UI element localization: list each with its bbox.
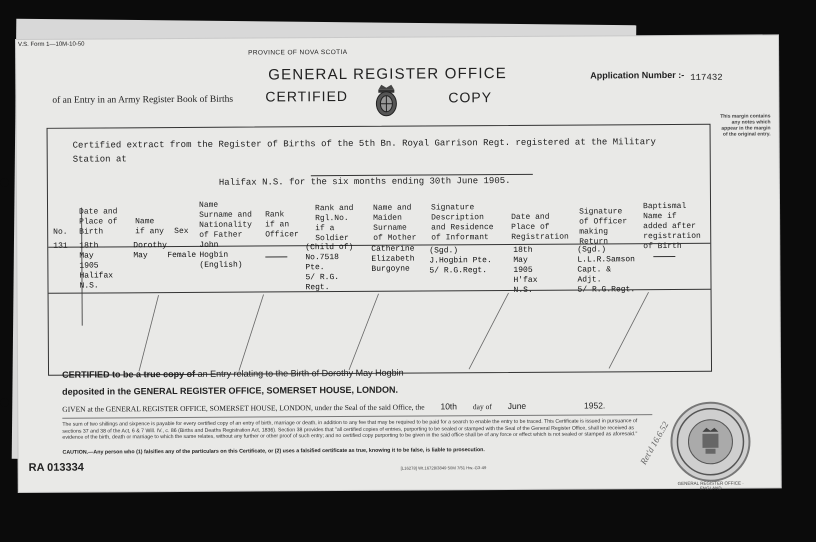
row-officer-return: [577, 245, 635, 295]
header-baptismal-3: added after: [643, 221, 696, 232]
print-info: [L16278] Wt.16728/3849 50M 7/51 Hw.-G3-49: [400, 465, 487, 471]
row-registration-2: May: [513, 255, 528, 265]
row-soldier-4: 5/ R.G.: [305, 273, 340, 283]
row-no: 131: [53, 241, 68, 251]
row-baptismal-blank: [653, 256, 675, 257]
row-informant-1: (Sgd.): [429, 246, 459, 256]
given-line: [62, 400, 605, 413]
row-soldier-3: Pte.: [305, 263, 325, 273]
margin-note: This margin contains any notes which appear in the margin of the original entry.: [720, 113, 771, 138]
application-number-label: Application Number :-: [590, 69, 685, 81]
header-name: [135, 217, 164, 237]
row-registration-4: H'fax: [513, 275, 538, 285]
header-father-3: Nationality: [199, 220, 252, 230]
row-officer-return-3: Capt. &: [577, 265, 612, 275]
header-date-place: [79, 207, 118, 237]
given-day: 10th: [440, 401, 458, 412]
certified-label: CERTIFIED to be a true copy of: [62, 368, 196, 380]
row-father-1: John: [199, 240, 219, 250]
row-soldier-5: Regt.: [305, 283, 330, 293]
row-registration-3: 1905: [513, 265, 533, 275]
row-soldier-1: (Child of): [305, 242, 354, 253]
header-officer-return: [579, 207, 627, 247]
header-registration-2: Place of: [511, 222, 550, 232]
empty-row-strikes: [49, 290, 711, 374]
header-baptismal: [643, 202, 701, 252]
header-officer-return-4: Return: [579, 237, 609, 247]
header-mother: [373, 204, 416, 244]
header-officer-return-1: Signature: [579, 207, 623, 217]
row-name-1: Dorothy: [133, 241, 167, 251]
header-father-4: of Father: [199, 230, 243, 240]
header-mother-3: Surname: [373, 223, 407, 233]
given-month: June: [507, 400, 527, 412]
header-registration-3: Registration: [511, 232, 569, 242]
row-date-place-3: 1905: [79, 261, 99, 271]
extract-text: [73, 135, 693, 191]
row-officer-return-1: (Sgd.): [577, 245, 607, 255]
header-informant: [431, 203, 494, 243]
title-copy: COPY: [448, 89, 493, 106]
title-certified: CERTIFIED: [265, 87, 349, 105]
header-rank-officer: [265, 210, 299, 240]
header-baptismal-5: of Birth: [643, 241, 682, 252]
certified-subject: an Entry relating to the Birth of Dorothy May Hogbin: [195, 367, 404, 379]
header-mother-4: of Mother: [373, 233, 417, 243]
extract-line-2: Halifax N.S. for the six months ending 30th June 1905.: [218, 175, 511, 188]
header-informant-2: Description: [431, 213, 484, 223]
header-sex: Sex: [174, 226, 189, 237]
row-registration-5: N.S.: [513, 285, 533, 295]
row-officer-return-4: Adjt.: [577, 275, 602, 285]
header-officer-return-2: of Officer: [579, 217, 628, 227]
header-rank-officer-3: Officer: [265, 230, 299, 240]
row-mother-3: Burgoyne: [371, 264, 410, 274]
punch-hole: [0, 398, 9, 407]
given-year: 1952.: [583, 400, 606, 411]
header-informant-1: Signature: [431, 203, 475, 213]
row-registration-1: 18th: [513, 245, 533, 255]
header-soldier-1: Rank and: [315, 203, 354, 214]
entry-description: of an Entry in an Army Register Book of Births: [52, 94, 234, 106]
header-registration: [511, 213, 569, 243]
deposited-line: deposited in the GENERAL REGISTER OFFICE, SOMERSET HOUSE, LONDON.: [62, 384, 399, 397]
form-number: V.S. Form 1—10M-10-50: [18, 41, 85, 48]
row-date-place-2: May: [79, 251, 94, 261]
row-officer-return-5: 5/ R.G.Regt.: [577, 285, 636, 295]
header-soldier: [315, 204, 354, 244]
header-father: [199, 201, 252, 241]
header-officer-return-3: making: [579, 227, 609, 237]
row-officer-return-2: L.L.R.Samson: [577, 255, 635, 265]
row-date-place-4: Halifax: [79, 271, 114, 281]
row-mother-2: Elizabeth: [371, 254, 415, 264]
row-informant: [429, 246, 492, 276]
row-soldier: [305, 243, 353, 293]
row-mother-1: Catherine: [371, 244, 415, 254]
header-mother-2: Maiden: [373, 213, 402, 223]
header-soldier-3: if a: [315, 224, 335, 234]
given-day-label: day of: [472, 402, 492, 412]
row-informant-2: J.Hogbin Pte.: [429, 256, 492, 266]
header-registration-1: Date and: [511, 212, 550, 222]
row-registration: [513, 246, 537, 296]
application-number-value: 117432: [690, 72, 723, 83]
header-rank-officer-2: if an: [265, 220, 290, 230]
row-father-2: Hogbin: [199, 250, 229, 260]
row-sex: Female: [167, 250, 197, 261]
province-heading: PROVINCE OF NOVA SCOTIA: [248, 48, 348, 57]
header-rank-officer-1: Rank: [265, 210, 285, 220]
header-mother-1: Name and: [373, 203, 412, 213]
header-father-2: Surname and: [199, 210, 252, 220]
seal-text: GENERAL REGISTER OFFICE · ENGLAND: [677, 480, 744, 491]
header-name-2: if any: [135, 227, 165, 237]
header-date-place-2: Place of: [79, 217, 118, 227]
seal-emblem-icon: [672, 404, 748, 480]
caution-text: CAUTION.—Any person who (1) falsifies any of the particulars on this Certificate, or (2) uses a falsified certificate as true, knowing it to be false, is liable to prosecution.: [62, 447, 485, 456]
row-father: [199, 241, 242, 271]
header-date-place-3: Birth: [79, 227, 104, 237]
row-date-place: [79, 241, 113, 291]
header-informant-3: and Residence: [431, 223, 494, 233]
royal-crest-icon: [372, 82, 400, 120]
header-soldier-4: Soldier: [315, 233, 349, 244]
row-informant-3: 5/ R.G.Regt.: [429, 266, 488, 276]
punch-hole: [0, 178, 9, 187]
row-father-3: (English): [199, 260, 243, 270]
row-soldier-2: No.7518: [305, 253, 339, 263]
row-date-place-5: N.S.: [79, 281, 99, 291]
row-rank-officer-blank: [265, 256, 287, 257]
extract-line-1: Certified extract from the Register of Births of the 5th Bn. Royal Garrison Regt. registered at the Military Station at: [72, 137, 656, 165]
certified-line: [62, 368, 404, 380]
row-name-2: May: [133, 251, 148, 261]
header-name-1: Name: [135, 217, 155, 227]
certificate-paper: [16, 35, 781, 492]
serial-number: RA 013334: [28, 461, 84, 474]
header-baptismal-4: registration: [643, 231, 701, 242]
row-name: [133, 241, 167, 261]
header-baptismal-2: Name if: [643, 211, 677, 222]
header-informant-4: of Informant: [431, 233, 489, 243]
title-general-register-office: GENERAL REGISTER OFFICE: [268, 65, 508, 84]
given-prefix: GIVEN at the GENERAL REGISTER OFFICE, SOMERSET HOUSE, LONDON, under the Seal of the said Office, the: [62, 402, 425, 414]
header-father-1: Name: [198, 200, 219, 210]
official-seal: [670, 402, 750, 482]
fine-print: The sum of two shillings and sixpence is payable for every certified copy of an entry of birth, marriage or death, in addition to any fee that may be required to be paid for a search to enable the entry to be traced. This Certificate is issued in pursuance of sections 37 and 38 of the Act, 6 & 7 Will. IV., c. 86 (Births and Deaths Registration Act, 1836). Section 38 provides that "all certified copies of entries, purporting to be sealed or stamped with the Seal of the General Register Office, shall be received as evidence of the birth, death or marriage to which the same relates, without any further or other proof of such entry; and no certified copy purporting to be given in the said office shall be of any force or effect which is not sealed or stamped as aforesaid.": [62, 418, 638, 441]
header-date-place-1: Date and: [79, 207, 118, 217]
row-mother: [371, 245, 414, 275]
header-no: No.: [53, 227, 68, 237]
row-date-place-1: 18th: [79, 241, 99, 251]
header-soldier-2: Rgl.No.: [315, 213, 349, 224]
header-baptismal-1: Baptismal: [643, 201, 687, 212]
handwritten-annotation: Ret'd 16.6.52: [638, 419, 671, 467]
